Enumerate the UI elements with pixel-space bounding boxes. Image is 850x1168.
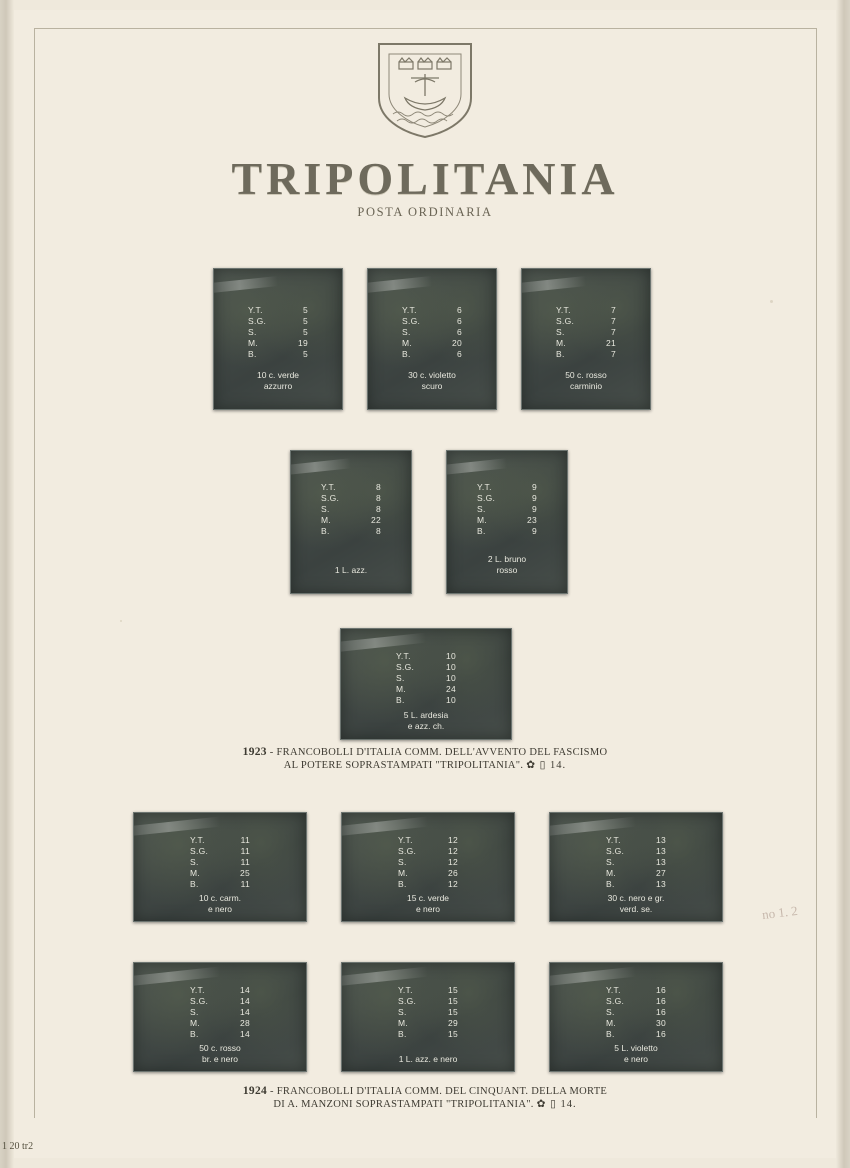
stamp-mount-1923-5[interactable] (446, 450, 568, 594)
description-line: scuro (421, 381, 443, 392)
catalog-value: 10 (445, 651, 456, 661)
catalog-value: 9 (531, 504, 537, 515)
catalog-key: S.G. (190, 995, 209, 1006)
catalog-value: 28 (239, 1017, 250, 1028)
catalog-key: M. (190, 1017, 201, 1028)
description-line: 5 L. ardesia (403, 710, 449, 721)
catalog-key: S.G. (321, 493, 340, 504)
catalog-numbers (368, 305, 496, 360)
description-line: 1 L. azz. (334, 564, 368, 575)
catalog-key: S.G. (606, 845, 625, 856)
catalog-key: S.G. (556, 316, 575, 327)
description-line: e azz. ch. (407, 721, 445, 732)
catalog-key: B. (556, 349, 565, 360)
catalog-key: S.G. (396, 662, 415, 672)
catalog-value: 15 (447, 1006, 458, 1017)
catalog-numbers (522, 305, 650, 360)
stamp-mount-1924-6[interactable] (549, 962, 723, 1072)
description-line: e nero (415, 903, 441, 914)
catalog-key: Y.T. (477, 482, 492, 493)
stamp-description (214, 370, 342, 392)
catalog-key: S. (402, 327, 411, 338)
catalog-value: 6 (456, 327, 462, 338)
stamp-description (342, 893, 514, 915)
caption-line-2: AL POTERE SOPRASTAMPATI "TRIPOLITANIA". (283, 760, 524, 771)
catalog-key: M. (606, 1017, 617, 1028)
catalog-key: S.G. (402, 316, 421, 327)
catalog-key: B. (477, 526, 486, 537)
catalog-numbers (550, 985, 722, 1040)
paper-speck (120, 620, 122, 622)
catalog-value: 7 (610, 305, 616, 316)
catalog-value: 16 (655, 984, 666, 995)
frame-line-top (34, 28, 816, 29)
caption-glyphs: ✿ ▯ 14. (526, 760, 567, 771)
catalog-value: 12 (447, 878, 458, 889)
catalog-value: 14 (239, 995, 250, 1006)
catalog-value: 9 (531, 526, 537, 537)
catalog-value: 22 (370, 515, 381, 526)
catalog-key: Y.T. (398, 984, 413, 995)
coat-of-arms-icon (371, 40, 479, 140)
catalog-key: B. (190, 1028, 199, 1039)
catalog-numbers (550, 835, 722, 890)
catalog-key: B. (321, 526, 330, 537)
stamp-mount-1923-2[interactable] (367, 268, 497, 410)
catalog-key: B. (190, 878, 199, 889)
description-line: rosso (496, 564, 518, 575)
caption-line-1: - FRANCOBOLLI D'ITALIA COMM. DELL'AVVENTO DEL FASCISMO (269, 747, 608, 758)
catalog-value: 8 (375, 504, 381, 515)
catalog-value: 16 (655, 1006, 666, 1017)
stamp-description (341, 710, 511, 732)
catalog-key: M. (396, 684, 407, 694)
description-line: 15 c. verde (406, 892, 450, 903)
catalog-key: S.G. (477, 493, 496, 504)
catalog-key: Y.T. (606, 984, 621, 995)
description-line: br. e nero (202, 1053, 238, 1064)
catalog-key: S. (190, 1006, 199, 1017)
stamp-description (134, 1043, 306, 1065)
catalog-value: 19 (297, 338, 308, 349)
stamp-mount-1924-5[interactable] (341, 962, 515, 1072)
caption-1924 (0, 1085, 850, 1111)
description-line: 1 L. azz. e nero (398, 1053, 458, 1064)
stamp-description (447, 554, 567, 576)
catalog-key: S. (190, 856, 199, 867)
catalog-value: 25 (239, 867, 250, 878)
description-line: e nero (207, 903, 233, 914)
catalog-value: 29 (447, 1017, 458, 1028)
catalog-key: M. (398, 1017, 409, 1028)
catalog-key: M. (606, 867, 617, 878)
page-code: 1 20 tr2 (2, 1141, 34, 1152)
catalog-value: 8 (375, 482, 381, 493)
catalog-value: 15 (447, 995, 458, 1006)
stamp-description (134, 893, 306, 915)
stamp-mount-1924-2[interactable] (341, 812, 515, 922)
stamp-mount-1923-1[interactable] (213, 268, 343, 410)
catalog-key: Y.T. (402, 305, 417, 316)
catalog-value: 15 (447, 984, 458, 995)
catalog-key: S. (398, 856, 407, 867)
catalog-key: B. (402, 349, 411, 360)
catalog-value: 6 (456, 349, 462, 360)
catalog-value: 11 (240, 856, 250, 867)
catalog-key: S. (398, 1006, 407, 1017)
catalog-numbers (291, 482, 411, 537)
catalog-value: 13 (655, 878, 666, 889)
caption-glyphs: ✿ ▯ 14. (536, 1099, 577, 1110)
catalog-value: 30 (655, 1017, 666, 1028)
catalog-key: Y.T. (248, 305, 263, 316)
catalog-key: Y.T. (396, 651, 411, 661)
catalog-key: Y.T. (321, 482, 336, 493)
catalog-value: 9 (531, 482, 537, 493)
stamp-mount-1923-3[interactable] (521, 268, 651, 410)
catalog-key: M. (477, 515, 488, 526)
catalog-value: 10 (445, 662, 456, 672)
catalog-value: 5 (302, 305, 308, 316)
catalog-key: S.G. (248, 316, 267, 327)
catalog-numbers (447, 482, 567, 537)
catalog-value: 14 (239, 1028, 250, 1039)
stamp-mount-1923-4[interactable] (290, 450, 412, 594)
catalog-value: 6 (456, 316, 462, 327)
description-line: e nero (623, 1053, 649, 1064)
catalog-key: M. (556, 338, 567, 349)
catalog-key: M. (248, 338, 259, 349)
catalog-value: 5 (302, 316, 308, 327)
stamp-description (550, 893, 722, 915)
catalog-value: 10 (445, 695, 456, 705)
catalog-key: S.G. (398, 845, 417, 856)
catalog-value: 11 (240, 845, 250, 856)
stamp-mount-1924-1[interactable] (133, 812, 307, 922)
description-line: 2 L. bruno (487, 553, 527, 564)
description-line: 30 c. violetto (408, 370, 456, 381)
caption-year: 1924 (242, 1085, 268, 1097)
stamp-description (550, 1043, 722, 1065)
catalog-numbers (134, 985, 306, 1040)
catalog-key: B. (606, 878, 615, 889)
stamp-mount-1924-4[interactable] (133, 962, 307, 1072)
description-line: 30 c. nero e gr. (607, 892, 665, 903)
description-line: azzurro (263, 381, 293, 392)
catalog-value: 7 (610, 349, 616, 360)
catalog-key: S. (321, 504, 330, 515)
stamp-description (368, 370, 496, 392)
stamp-mount-1924-3[interactable] (549, 812, 723, 922)
catalog-key: S.G. (606, 995, 625, 1006)
stamp-description (522, 370, 650, 392)
catalog-numbers (342, 835, 514, 890)
catalog-value: 8 (375, 493, 381, 504)
catalog-key: S. (396, 673, 405, 683)
catalog-value: 5 (302, 349, 308, 360)
catalog-value: 15 (447, 1028, 458, 1039)
catalog-value: 7 (610, 316, 616, 327)
caption-year: 1923 (242, 746, 267, 758)
catalog-key: S. (606, 1006, 615, 1017)
catalog-value: 27 (655, 867, 666, 878)
catalog-value: 24 (445, 684, 456, 694)
caption-line-2: DI A. MANZONI SOPRASTAMPATI "TRIPOLITANIA". (273, 1099, 534, 1110)
catalog-value: 23 (526, 515, 537, 526)
catalog-value: 11 (240, 834, 250, 845)
description-line: 50 c. rosso (199, 1042, 241, 1053)
catalog-value: 14 (239, 984, 250, 995)
catalog-key: Y.T. (398, 834, 413, 845)
catalog-value: 16 (655, 995, 666, 1006)
page-subtitle: POSTA ORDINARIA (357, 205, 493, 219)
catalog-numbers (342, 985, 514, 1040)
description-line: 50 c. rosso (565, 370, 607, 381)
catalog-key: Y.T. (190, 834, 205, 845)
catalog-value: 5 (302, 327, 308, 338)
catalog-value: 14 (239, 1006, 250, 1017)
description-line: 10 c. verde (256, 370, 300, 381)
catalog-key: B. (398, 1028, 407, 1039)
catalog-value: 21 (605, 338, 616, 349)
catalog-value: 10 (445, 673, 456, 683)
catalog-numbers (134, 835, 306, 890)
catalog-value: 9 (531, 493, 537, 504)
catalog-value: 12 (447, 845, 458, 856)
catalog-key: S. (248, 327, 257, 338)
catalog-value: 16 (655, 1028, 666, 1039)
catalog-key: M. (321, 515, 332, 526)
page-title: TRIPOLITANIA (231, 153, 619, 204)
description-line: 5 L. violetto (614, 1042, 658, 1053)
catalog-value: 12 (447, 856, 458, 867)
stamp-mount-1923-6[interactable] (340, 628, 512, 740)
catalog-key: B. (396, 695, 405, 705)
catalog-key: Y.T. (606, 834, 621, 845)
catalog-key: M. (398, 867, 409, 878)
catalog-key: B. (606, 1028, 615, 1039)
catalog-key: S. (556, 327, 565, 338)
catalog-value: 6 (456, 305, 462, 316)
description-line: verd. se. (619, 903, 653, 914)
catalog-numbers (341, 651, 511, 706)
catalog-key: B. (248, 349, 257, 360)
description-line: 10 c. carm. (198, 892, 242, 903)
catalog-key: Y.T. (190, 984, 205, 995)
catalog-value: 13 (655, 856, 666, 867)
catalog-key: S. (477, 504, 486, 515)
description-line: carminio (569, 381, 603, 392)
catalog-value: 7 (610, 327, 616, 338)
catalog-key: Y.T. (556, 305, 571, 316)
caption-line-1: - FRANCOBOLLI D'ITALIA COMM. DEL CINQUANT. DELLA MORTE (269, 1086, 608, 1097)
catalog-numbers (214, 305, 342, 360)
catalog-value: 20 (451, 338, 462, 349)
catalog-key: S. (606, 856, 615, 867)
catalog-value: 13 (655, 834, 666, 845)
catalog-key: S.G. (190, 845, 209, 856)
catalog-key: S.G. (398, 995, 417, 1006)
catalog-value: 12 (447, 834, 458, 845)
catalog-key: M. (402, 338, 413, 349)
handwritten-note: no 1. 2 (761, 902, 799, 923)
paper-speck (770, 300, 773, 303)
catalog-value: 8 (375, 526, 381, 537)
catalog-key: B. (398, 878, 407, 889)
catalog-value: 13 (655, 845, 666, 856)
caption-1923 (0, 746, 850, 772)
stamp-description (291, 565, 411, 576)
catalog-value: 11 (240, 878, 250, 889)
catalog-value: 26 (447, 867, 458, 878)
stamp-description (342, 1054, 514, 1065)
catalog-key: M. (190, 867, 201, 878)
